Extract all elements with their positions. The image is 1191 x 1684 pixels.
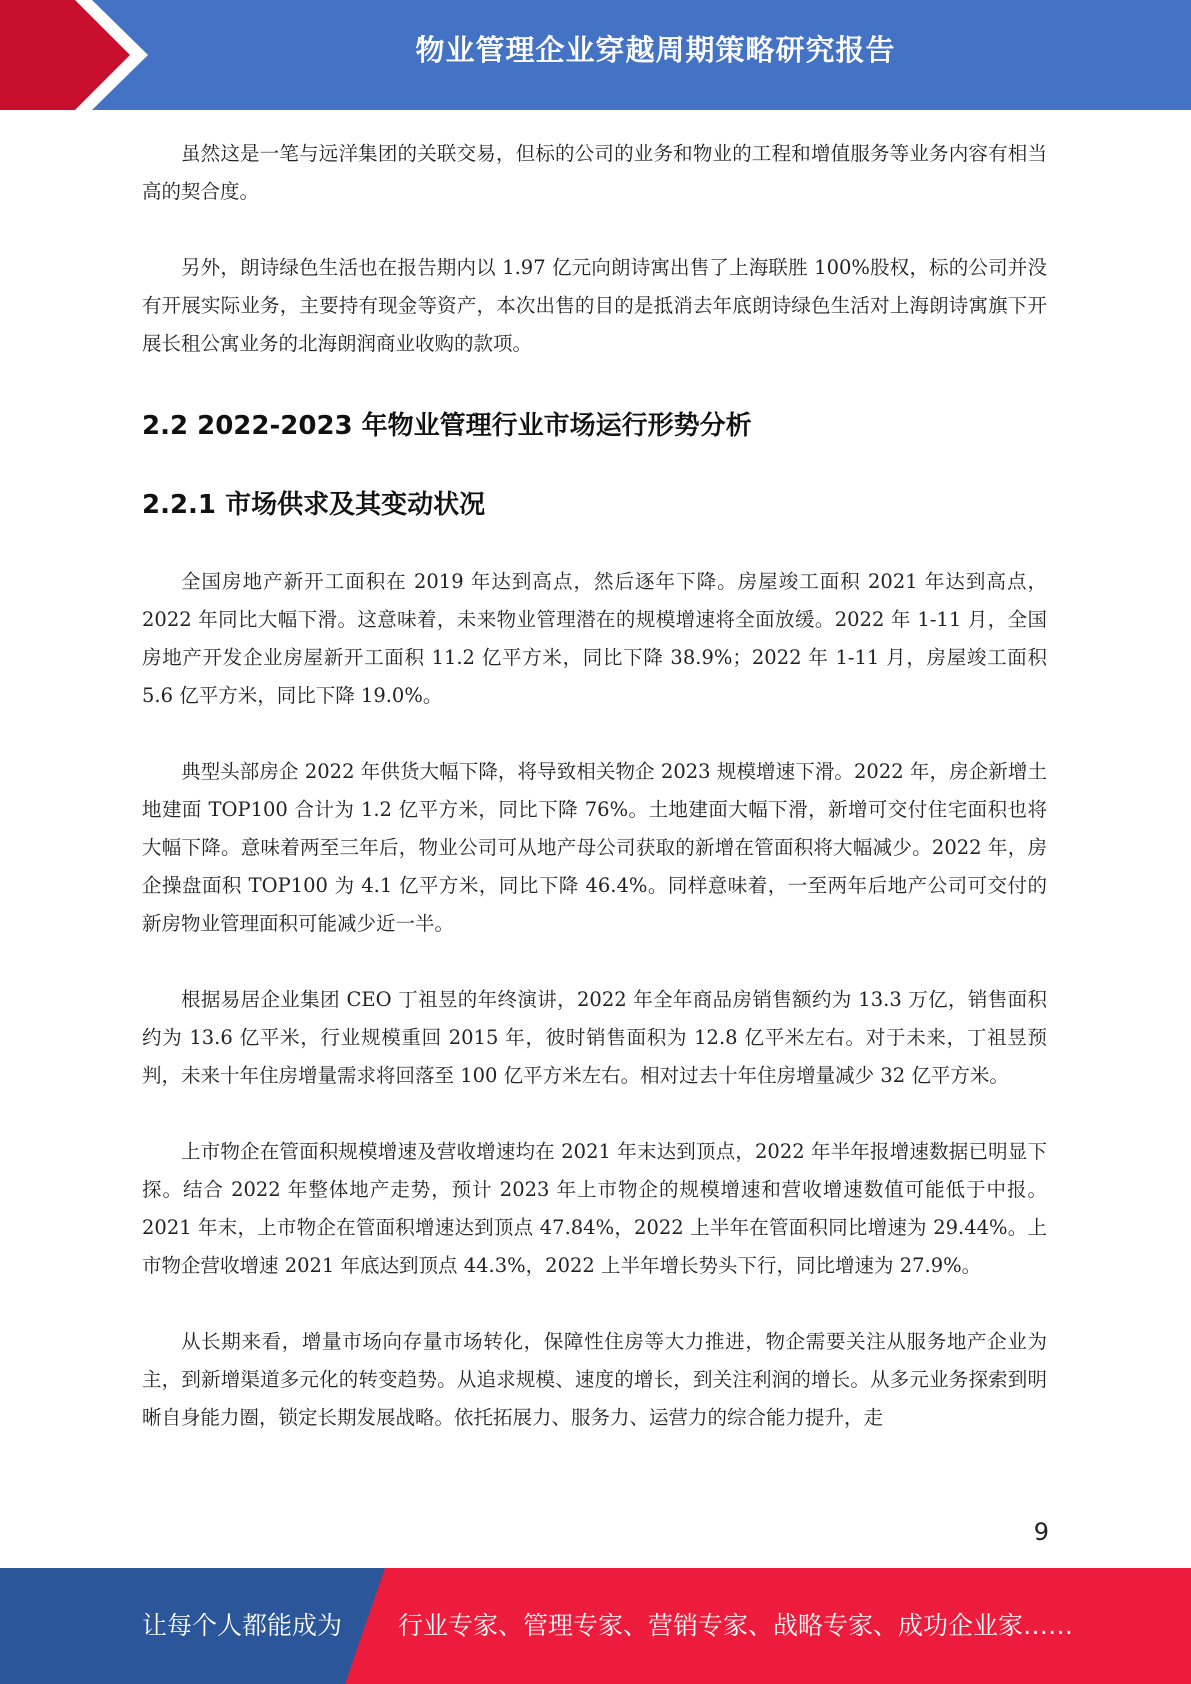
paragraph: 从长期来看，增量市场向存量市场转化，保障性住房等大力推进，物企需要关注从服务地产企业为主，到新增渠道多元化的转变趋势。从追求规模、速度的增长，到关注利润的增长。从多元业务探索到明晰自身能力圈，锁定长期发展战略。依托拓展力、服务力、运营力的综合能力提升，走 bbox=[142, 1330, 1047, 1429]
footer-slogan-left: 让每个人都能成为 bbox=[142, 1611, 343, 1640]
paragraph: 全国房地产新开工面积在 2019 年达到高点，然后逐年下降。房屋竣工面积 2021 年达到高点，2022 年同比大幅下滑。这意味着，未来物业管理潜在的规模增速将全面放缓。2022 年 1-11 月，全国房地产开发企业房屋新开工面积 11.2 亿平方米，同比下降 38.9%；2022 年 1-11 月，房屋竣工面积 5.6 亿平方米，同比下降 19.0%。 bbox=[142, 570, 1047, 707]
report-title: 物业管理企业穿越周期策略研究报告 bbox=[415, 33, 896, 67]
paragraph: 上市物企在管面积规模增速及营收增速均在 2021 年末达到顶点，2022 年半年报增速数据已明显下探。结合 2022 年整体地产走势，预计 2023 年上市物企的规模增速和营收增速数值可能低于中报。2021 年末，上市物企在管面积增速达到顶点 47.84%，2022 上半年在管面积同比增速为 29.44%。上市物企营收增速 2021 年底达到顶点 44.3%，2022 上半年增长势头下行，同比增速为 27.9%。 bbox=[142, 1140, 1047, 1277]
page-body bbox=[142, 135, 1047, 1437]
footer-slogan-right: 行业专家、管理专家、营销专家、战略专家、成功企业家…… bbox=[398, 1611, 1074, 1640]
page-header bbox=[0, 0, 1191, 110]
section-heading: 2.2 2022-2023 年物业管理行业市场运行形势分析 bbox=[142, 411, 752, 441]
paragraph: 另外，朗诗绿色生活也在报告期内以 1.97 亿元向朗诗寓出售了上海联胜 100%股权，标的公司并没有开展实际业务，主要持有现金等资产，本次出售的目的是抵消去年底朗诗绿色生活对上海朗诗寓旗下开展长租公寓业务的北海朗润商业收购的款项。 bbox=[142, 256, 1047, 355]
page-number: 9 bbox=[1033, 1518, 1049, 1546]
paragraph: 根据易居企业集团 CEO 丁祖昱的年终演讲，2022 年全年商品房销售额约为 13.3 万亿，销售面积约为 13.6 亿平米，行业规模重回 2015 年，彼时销售面积为 12.8 亿平米左右。对于未来，丁祖昱预判，未来十年住房增量需求将回落至 100 亿平方米左右。相对过去十年住房增量减少 32 亿平方米。 bbox=[142, 988, 1047, 1087]
page-footer bbox=[0, 1568, 1191, 1684]
subsection-heading: 2.2.1 市场供求及其变动状况 bbox=[142, 490, 486, 520]
paragraph: 虽然这是一笔与远洋集团的关联交易，但标的公司的业务和物业的工程和增值服务等业务内容有相当高的契合度。 bbox=[142, 142, 1047, 203]
paragraph: 典型头部房企 2022 年供货大幅下降，将导致相关物企 2023 规模增速下滑。2022 年，房企新增土地建面 TOP100 合计为 1.2 亿平方米，同比下降 76%。土地建面大幅下滑，新增可交付住宅面积也将大幅下降。意味着两至三年后，物业公司可从地产母公司获取的新增在管面积将大幅减少。2022 年，房企操盘面积 TOP100 为 4.1 亿平方米，同比下降 46.4%。同样意味着，一至两年后地产公司可交付的新房物业管理面积可能减少近一半。 bbox=[142, 760, 1047, 935]
